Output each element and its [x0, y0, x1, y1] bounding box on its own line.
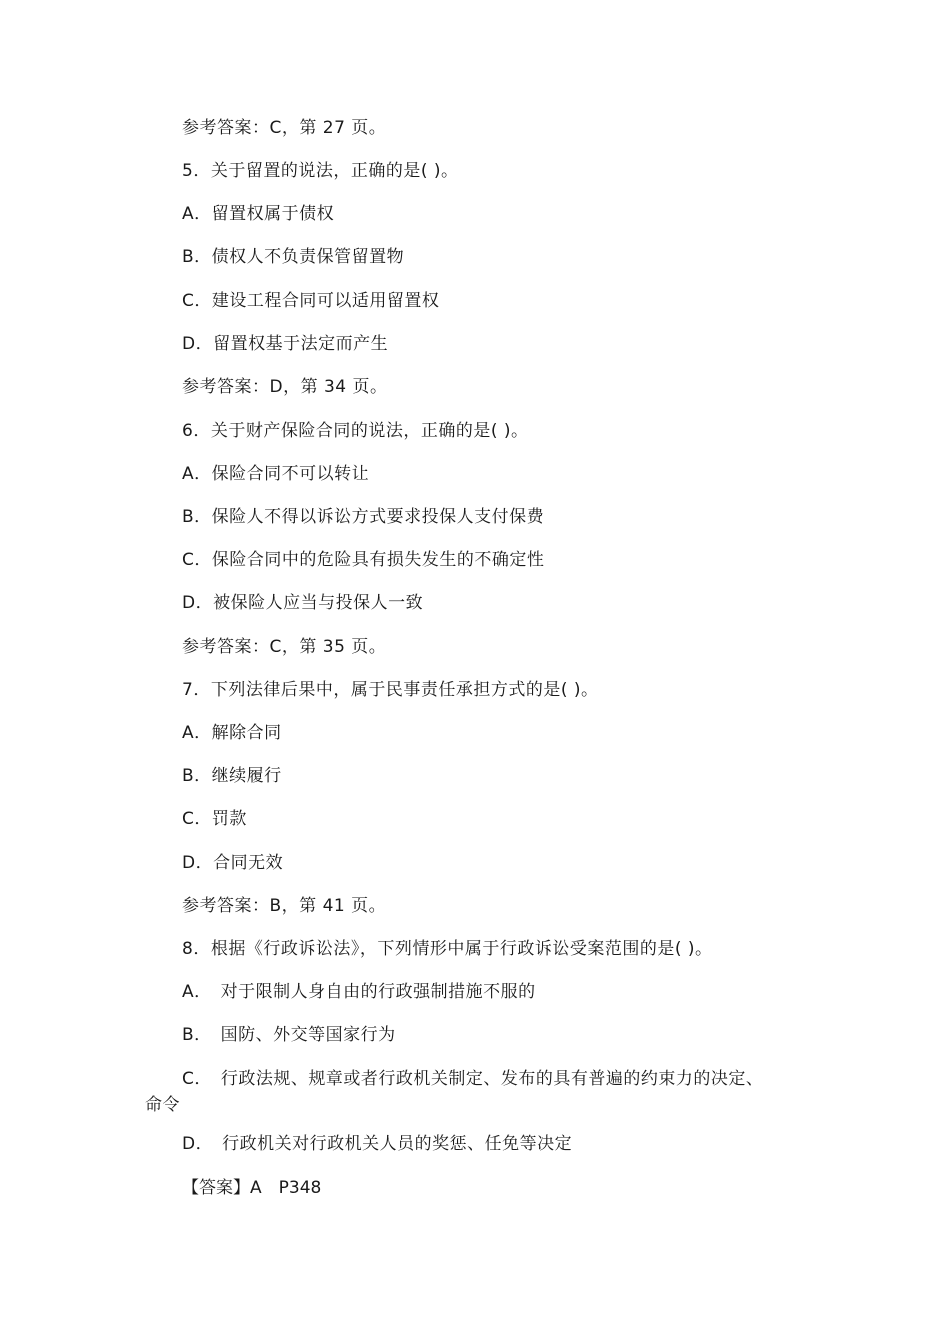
q8-option-d: D． 行政机关对行政机关人员的奖惩、任免等决定 — [182, 1134, 573, 1154]
q8-option-c: C． 行政法规、规章或者行政机关制定、发布的具有普遍的约束力的决定、 — [182, 1069, 764, 1089]
q6-option-d: D．被保险人应当与投保人一致 — [182, 593, 424, 613]
q8-option-c-continuation: 命令 — [145, 1095, 180, 1115]
answer-line-q5: 参考答案：D，第 34 页。 — [182, 377, 388, 397]
answer-line-q8: 【答案】A P348 — [182, 1178, 322, 1198]
q8-option-b: B． 国防、外交等国家行为 — [182, 1025, 396, 1045]
answer-line-q6: 参考答案：C，第 35 页。 — [182, 637, 387, 657]
q7-option-c: C．罚款 — [182, 809, 247, 829]
question-8: 8．根据《行政诉讼法》，下列情形中属于行政诉讼受案范围的是( )。 — [182, 939, 713, 959]
q5-option-b: B．债权人不负责保管留置物 — [182, 247, 405, 267]
q7-option-b: B．继续履行 — [182, 766, 282, 786]
q7-option-a: A．解除合同 — [182, 723, 282, 743]
q6-option-a: A．保险合同不可以转让 — [182, 464, 370, 484]
q8-option-a: A． 对于限制人身自由的行政强制措施不服的 — [182, 982, 536, 1002]
question-7: 7．下列法律后果中，属于民事责任承担方式的是( )。 — [182, 680, 599, 700]
question-5: 5．关于留置的说法，正确的是( )。 — [182, 161, 459, 181]
q5-option-a: A．留置权属于债权 — [182, 204, 335, 224]
answer-line-q7: 参考答案：B，第 41 页。 — [182, 896, 387, 916]
q6-option-c: C．保险合同中的危险具有损失发生的不确定性 — [182, 550, 545, 570]
q7-option-d: D．合同无效 — [182, 853, 284, 873]
q6-option-b: B．保险人不得以诉讼方式要求投保人支付保费 — [182, 507, 545, 527]
question-6: 6．关于财产保险合同的说法，正确的是( )。 — [182, 421, 529, 441]
q5-option-d: D．留置权基于法定而产生 — [182, 334, 389, 354]
answer-line-q4: 参考答案：C，第 27 页。 — [182, 118, 387, 138]
q5-option-c: C．建设工程合同可以适用留置权 — [182, 291, 440, 311]
